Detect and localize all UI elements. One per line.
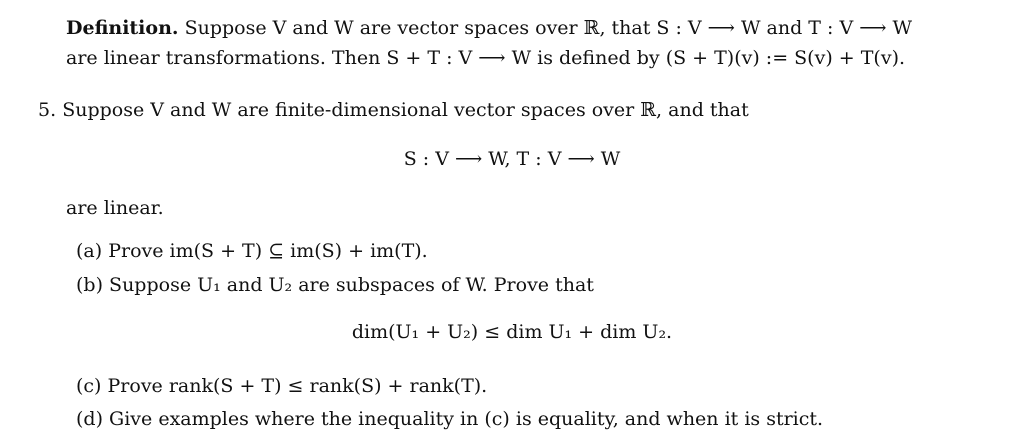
display-equation-maps: S : V ⟶ W, T : V ⟶ W bbox=[403, 148, 621, 170]
part-b-text: Suppose U₁ and U₂ are subspaces of W. Prove that bbox=[109, 274, 594, 296]
part-d-text: Give examples where the inequality in (c) is equality, and when it is strict. bbox=[109, 408, 824, 430]
definition-line-1 bbox=[66, 16, 912, 40]
definition-line-2: are linear transformations. Then S + T : V ⟶ W is defined by (S + T)(v) := S(v) + T(v). bbox=[66, 47, 906, 69]
display-equation-dimension: dim(U₁ + U₂) ≤ dim U₁ + dim U₂. bbox=[351, 321, 673, 343]
part-c bbox=[76, 374, 487, 398]
definition-text-1: Suppose V and W are vector spaces over ℝ, that S : V ⟶ W and T : V ⟶ W bbox=[184, 17, 913, 39]
part-c-text: Prove rank(S + T) ≤ rank(S) + rank(T). bbox=[107, 375, 488, 397]
problem-intro-line bbox=[38, 98, 749, 122]
part-c-label: (c) bbox=[76, 375, 102, 397]
part-a-text: Prove im(S + T) ⊆ im(S) + im(T). bbox=[108, 240, 428, 262]
part-a-label: (a) bbox=[76, 240, 103, 262]
part-d bbox=[76, 407, 823, 431]
part-a bbox=[76, 239, 428, 263]
part-b bbox=[76, 273, 594, 297]
part-b-label: (b) bbox=[76, 274, 103, 296]
part-d-label: (d) bbox=[76, 408, 103, 430]
problem-continuation: are linear. bbox=[66, 197, 164, 219]
definition-label: Definition. bbox=[66, 17, 179, 39]
problem-number: 5. bbox=[38, 99, 57, 121]
problem-intro: Suppose V and W are finite-dimensional vector spaces over ℝ, and that bbox=[62, 99, 749, 121]
